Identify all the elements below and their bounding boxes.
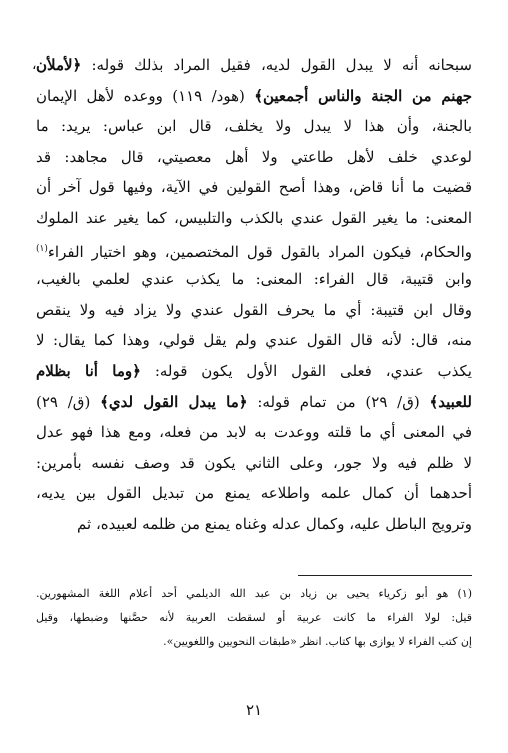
text-span: وقال ابن قتيبة: أي ما يحرف القول عندي ولا يزاد فيه ولا ينقص xyxy=(36,300,472,319)
quran-quote: ﴿ما يبدل القول لدي﴾ xyxy=(100,392,248,411)
text-line xyxy=(36,142,472,173)
footnotes xyxy=(36,582,472,654)
text-span: قضيت ما أنا قاض، وهذا أصح القولين في الآية، وفيها قول آخر أن xyxy=(36,178,472,197)
text-span: وابن قتيبة، قال الفراء: المعنى: ما يكذب عندي لعلمي بالغيب، xyxy=(36,270,472,289)
footnote-line: إن كتب الفراء لا يوازى بها كتاب. انظر «طبقات النحويين واللغويين». xyxy=(163,635,472,648)
text-span: لوعدي خلف لأهل طاعتي ولا أهل معصيتي، قال مجاهد: قد xyxy=(36,147,472,166)
text-span: أحدهما أن كمال علمه واطلاعه يمنع من تبديل القول بين يديه، xyxy=(36,484,472,503)
text-line xyxy=(36,295,472,326)
text-span: (ق/ ٢٩) xyxy=(36,392,101,411)
text-span: يكذب عندي، فعلى القول الأول يكون قوله: xyxy=(140,361,472,380)
footnote-line: (١) هو أبو زكرياء يحيى بن زياد بن عبد الله الديلمي أحد أعلام اللغة المشهورين. xyxy=(36,587,472,600)
text-line xyxy=(36,172,472,203)
text-line xyxy=(36,50,472,81)
text-span: والحكام، فيكون المراد بالقول قول المختصمين، وهو اختيار الفراء xyxy=(47,242,472,261)
text-span: لا ظلم فيه ولا جور، وعلى الثاني يكون قد وصف نفسه بأمرين: xyxy=(36,453,472,472)
quran-quote: جهنم من الجنة والناس أجمعين﴾ xyxy=(254,86,472,105)
text-line xyxy=(36,234,472,265)
text-span: منه، قال: لأنه قال القول عندي ولم يقل قولي، وهذا كما يقال: لا xyxy=(36,331,472,350)
text-line xyxy=(36,387,472,418)
margin-mark: ، xyxy=(32,57,37,73)
text-line xyxy=(36,509,472,540)
text-line xyxy=(36,325,472,356)
text-span: (هود/ ١١٩) ووعده لأهل الإيمان xyxy=(36,86,255,105)
text-line xyxy=(36,203,472,234)
text-span: في المعنى أي ما قلته ووعدت به لابد من فعله، ومع هذا فهو عدل xyxy=(36,423,472,442)
page-number: ٢١ xyxy=(245,701,263,719)
quran-quote: للعبيد﴾ xyxy=(429,392,472,411)
main-text xyxy=(36,50,472,540)
text-span: سبحانه أنه لا يبدل القول لديه، فقيل المراد بذلك قوله: xyxy=(81,56,472,74)
footnote-separator xyxy=(298,575,472,576)
text-line xyxy=(36,478,472,509)
text-line xyxy=(36,111,472,142)
quran-quote: ﴿وما أنا بظلام xyxy=(36,361,141,380)
text-span: (ق/ ٢٩) من تمام قوله: xyxy=(247,392,430,411)
footnote-line: قيل: لولا الفراء ما كانت عربية أو لسقطت العربية لأنه حصَّنها وضبطها، وقيل xyxy=(36,611,472,624)
text-line xyxy=(36,448,472,479)
text-line xyxy=(36,81,472,112)
text-line xyxy=(36,417,472,448)
text-line xyxy=(36,264,472,295)
text-line xyxy=(36,356,472,387)
quran-quote: ﴿لأملأن xyxy=(36,56,82,74)
text-span: بالجنة، وأن هذا لا يبدل ولا يخلف، قال ابن عباس: يريد: ما xyxy=(36,117,472,136)
text-span: وترويج الباطل عليه، وكمال عدله وغناه يمنع من ظلمه لعبيده، ثم xyxy=(77,514,472,533)
text-span: المعنى: ما يغير القول عندي بالكذب والتلبيس، كما يغير عند الملوك xyxy=(36,208,472,227)
footnote-ref: (١) xyxy=(36,243,48,254)
